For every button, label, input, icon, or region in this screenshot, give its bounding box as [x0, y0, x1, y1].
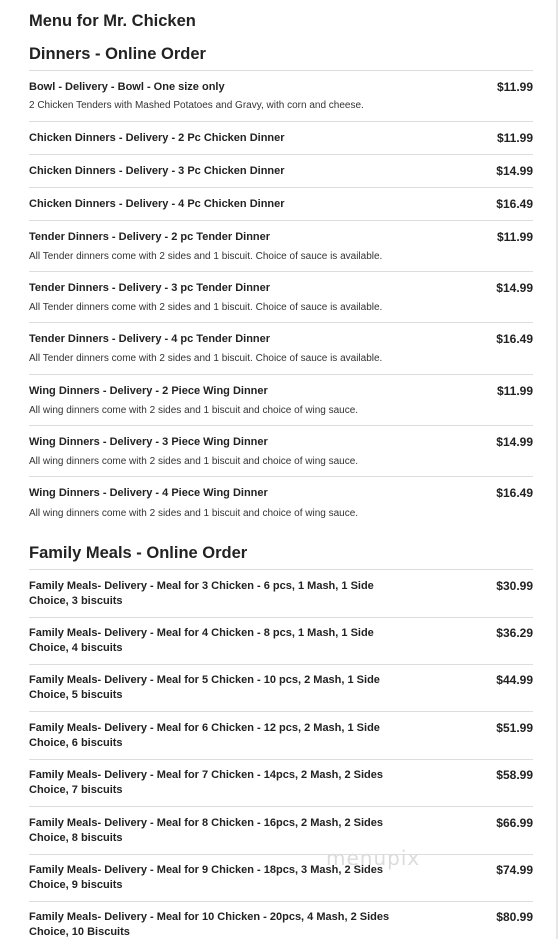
item-price: $11.99: [496, 131, 533, 145]
item-name: Family Meals- Delivery - Meal for 3 Chicken - 6 pcs, 1 Mash, 1 Side Choice, 3 biscuits: [29, 580, 374, 607]
item-name: Tender Dinners - Delivery - 2 pc Tender Dinner: [29, 231, 271, 243]
item-description: All wing dinners come with 2 sides and 1 biscuit and choice of wing sauce.: [29, 456, 359, 467]
item-price: $36.29: [496, 626, 533, 640]
divider: [29, 70, 533, 71]
divider: [29, 220, 533, 221]
divider: [29, 425, 533, 426]
item-name: Wing Dinners - Delivery - 4 Piece Wing Dinner: [29, 487, 268, 499]
divider: [29, 664, 533, 665]
item-price: $11.99: [496, 384, 533, 398]
item-price: $14.99: [496, 435, 533, 449]
item-name: Family Meals- Delivery - Meal for 5 Chicken - 10 pcs, 2 Mash, 1 Side Choice, 5 biscuits: [29, 674, 380, 701]
item-price: $11.99: [496, 230, 533, 244]
item-price: $51.99: [496, 721, 533, 735]
item-price: $16.49: [496, 486, 533, 500]
item-price: $11.99: [496, 80, 533, 94]
divider: [29, 759, 533, 760]
divider: [29, 806, 533, 807]
item-name: Bowl - Delivery - Bowl - One size only: [29, 81, 225, 93]
item-name: Family Meals- Delivery - Meal for 6 Chicken - 12 pcs, 2 Mash, 1 Side Choice, 6 biscuits: [29, 722, 380, 749]
item-price: $14.99: [496, 281, 533, 295]
item-name: Family Meals- Delivery - Meal for 10 Chicken - 20pcs, 4 Mash, 2 Sides Choice, 10 Biscuits: [29, 911, 390, 938]
divider: [29, 901, 533, 902]
item-description: All wing dinners come with 2 sides and 1 biscuit and choice of wing sauce.: [29, 508, 359, 519]
divider: [29, 121, 533, 122]
item-name: Family Meals- Delivery - Meal for 8 Chicken - 16pcs, 2 Mash, 2 Sides Choice, 8 biscuits: [29, 817, 383, 844]
divider: [29, 854, 533, 855]
item-name: Chicken Dinners - Delivery - 3 Pc Chicken Dinner: [29, 165, 285, 177]
divider: [29, 617, 533, 618]
item-price: $80.99: [496, 910, 533, 924]
divider: [29, 569, 533, 570]
item-description: All Tender dinners come with 2 sides and 1 biscuit. Choice of sauce is available.: [29, 251, 383, 262]
item-name: Chicken Dinners - Delivery - 4 Pc Chicken Dinner: [29, 198, 285, 210]
section-title-dinners: Dinners - Online Order: [29, 45, 206, 63]
divider: [29, 187, 533, 188]
item-name: Family Meals- Delivery - Meal for 7 Chicken - 14pcs, 2 Mash, 2 Sides Choice, 7 biscuits: [29, 769, 383, 796]
item-name: Wing Dinners - Delivery - 2 Piece Wing Dinner: [29, 385, 268, 397]
item-price: $16.49: [496, 197, 533, 211]
divider: [29, 154, 533, 155]
section-title-family-meals: Family Meals - Online Order: [29, 544, 248, 562]
item-description: All wing dinners come with 2 sides and 1 biscuit and choice of wing sauce.: [29, 405, 359, 416]
item-price: $44.99: [496, 673, 533, 687]
item-description: All Tender dinners come with 2 sides and 1 biscuit. Choice of sauce is available.: [29, 353, 383, 364]
item-name: Family Meals- Delivery - Meal for 4 Chicken - 8 pcs, 1 Mash, 1 Side Choice, 4 biscuits: [29, 627, 374, 654]
divider: [29, 374, 533, 375]
item-name: Wing Dinners - Delivery - 3 Piece Wing Dinner: [29, 436, 268, 448]
divider: [29, 271, 533, 272]
item-description: All Tender dinners come with 2 sides and 1 biscuit. Choice of sauce is available.: [29, 302, 383, 313]
watermark-logo: menupix: [326, 846, 421, 870]
divider: [29, 476, 533, 477]
item-name: Chicken Dinners - Delivery - 2 Pc Chicken Dinner: [29, 132, 285, 144]
menu-title: Menu for Mr. Chicken: [29, 12, 196, 30]
item-price: $16.49: [496, 332, 533, 346]
item-name: Tender Dinners - Delivery - 4 pc Tender Dinner: [29, 333, 271, 345]
item-price: $14.99: [496, 164, 533, 178]
item-price: $30.99: [496, 579, 533, 593]
item-price: $66.99: [496, 816, 533, 830]
item-name: Tender Dinners - Delivery - 3 pc Tender Dinner: [29, 282, 271, 294]
item-name: Family Meals- Delivery - Meal for 9 Chicken - 18pcs, 3 Mash, 2 Sides Choice, 9 biscuits: [29, 864, 383, 891]
divider: [29, 322, 533, 323]
divider: [29, 711, 533, 712]
item-price: $74.99: [496, 863, 533, 877]
item-description: 2 Chicken Tenders with Mashed Potatoes and Gravy, with corn and cheese.: [29, 100, 364, 111]
item-price: $58.99: [496, 768, 533, 782]
